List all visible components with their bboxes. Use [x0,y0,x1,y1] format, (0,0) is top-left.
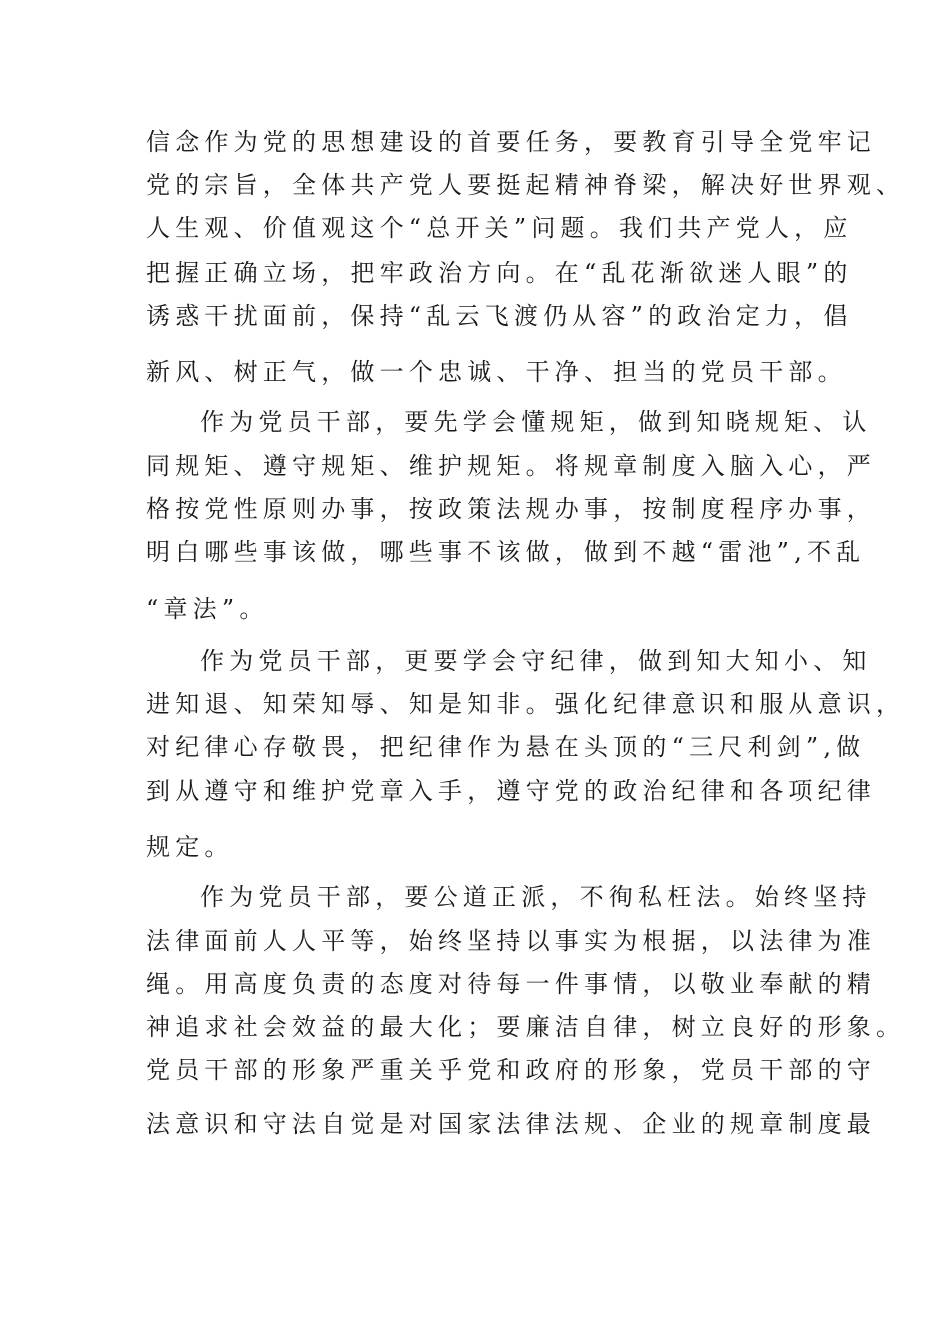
paragraph-3-line-4: 到从遵守和维护党章入手，遵守党的政治纪律和各项纪律 [146,777,876,805]
paragraph-2-line-1: 作为党员干部，要先学会懂规矩，做到知晓规矩、认 [200,408,872,436]
paragraph-4-line-3: 绳。用高度负责的态度对待每一件事情，以敬业奉献的精 [146,970,876,998]
paragraph-4-line-4: 神追求社会效益的最大化；要廉洁自律，树立良好的形象。 [146,1013,906,1041]
paragraph-2-line-5: “章法”。 [146,595,269,623]
paragraph-1-line-2: 党的宗旨，全体共产党人要挺起精神脊梁，解决好世界观、 [146,171,906,199]
paragraph-1-line-3: 人生观、价值观这个“总开关”问题。我们共产党人，应 [146,214,853,242]
paragraph-4-line-2: 法律面前人人平等，始终坚持以事实为根据，以法律为准 [146,927,876,955]
paragraph-4-line-6: 法意识和守法自觉是对国家法律法规、企业的规章制度最 [146,1110,876,1138]
paragraph-3-line-2: 进知退、知荣知辱、知是知非。强化纪律意识和服从意识， [146,690,906,718]
paragraph-2-line-3: 格按党性原则办事，按政策法规办事，按制度程序办事， [146,495,876,523]
paragraph-2-line-2: 同规矩、遵守规矩、维护规矩。将规章制度入脑入心，严 [146,452,876,480]
paragraph-3-line-3: 对纪律心存敬畏，把纪律作为悬在头顶的“三尺利剑”,做 [146,733,866,761]
paragraph-1-line-5: 诱惑干扰面前，保持“乱云飞渡仍从容”的政治定力，倡 [146,302,853,330]
paragraph-3-line-5: 规定。 [146,833,234,861]
paragraph-4-line-1: 作为党员干部，要公道正派，不徇私枉法。始终坚持 [200,883,872,911]
paragraph-4-line-5: 党员干部的形象严重关乎党和政府的形象，党员干部的守 [146,1056,876,1084]
paragraph-1-line-4: 把握正确立场，把牢政治方向。在“乱花渐欲迷人眼”的 [146,259,853,287]
paragraph-1-line-1: 信念作为党的思想建设的首要任务，要教育引导全党牢记 [146,128,876,156]
paragraph-2-line-4: 明白哪些事该做，哪些事不该做，做到不越“雷池”,不乱 [146,538,866,566]
paragraph-3-line-1: 作为党员干部，更要学会守纪律，做到知大知小、知 [200,647,872,675]
paragraph-1-line-6: 新风、树正气，做一个忠诚、干净、担当的党员干部。 [146,358,847,386]
